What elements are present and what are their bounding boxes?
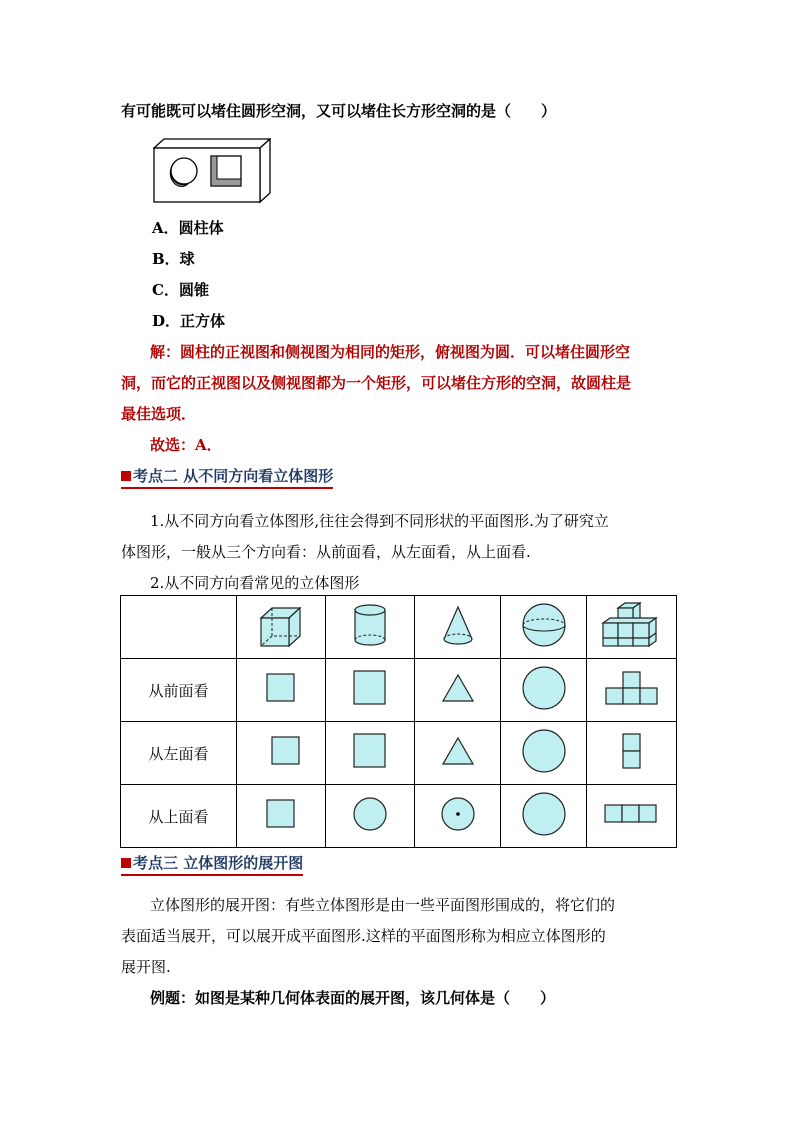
square-icon (353, 733, 387, 769)
cone-icon (440, 603, 476, 647)
solution-line-1: 解：圆柱的正视图和侧视图为相同的矩形，俯视图为圆．可以堵住圆形空 (150, 343, 631, 361)
section2-p1-line2: 体图形，一般从三个方向看：从前面看，从左面看，从上面看. (121, 543, 531, 561)
section2-title: 考点二 从不同方向看立体图形 (133, 467, 334, 485)
cell (237, 722, 326, 785)
cylinder-icon (350, 602, 390, 648)
box-with-holes-figure (153, 138, 271, 204)
cube-icon (256, 602, 306, 648)
circle-icon (521, 665, 567, 711)
option-c: C．圆锥 (152, 281, 209, 299)
cone-cell (415, 596, 501, 659)
solution-block (121, 337, 681, 461)
top-view-blocks-icon (604, 804, 660, 824)
circle-with-dot-icon (440, 796, 476, 832)
row-label-left: 从左面看 (121, 722, 237, 785)
section3-heading (121, 852, 303, 876)
left-view-blocks-icon (622, 733, 642, 769)
cell (237, 659, 326, 722)
cell (501, 785, 587, 848)
cell (415, 722, 501, 785)
solution-line-3: 最佳选项． (121, 405, 197, 423)
square-icon (261, 736, 301, 766)
circle-icon (521, 728, 567, 774)
circle-icon (521, 791, 567, 837)
cell (326, 659, 415, 722)
table-corner-cell (121, 596, 237, 659)
sphere-cell (501, 596, 587, 659)
block-stack-cell (587, 596, 677, 659)
row-label-top: 从上面看 (121, 785, 237, 848)
section3-p-line2: 表面适当展开，可以展开成平面图形.这样的平面图形称为相应立体图形的 (121, 927, 606, 945)
cell (415, 659, 501, 722)
table-row (121, 659, 677, 722)
section-marker-icon (121, 858, 131, 868)
table-row (121, 722, 677, 785)
option-a: A．圆柱体 (152, 219, 224, 237)
cell (415, 785, 501, 848)
section2-heading (121, 465, 333, 489)
section-marker-icon (121, 471, 131, 481)
triangle-icon (441, 673, 475, 703)
section2-p2: 2.从不同方向看常见的立体图形 (150, 574, 360, 592)
section3-p-line1: 立体图形的展开图：有些立体图形是由一些平面图形围成的，将它们的 (150, 896, 616, 914)
views-table (120, 595, 677, 848)
section2-paragraph (121, 506, 677, 599)
block-stack-icon (600, 602, 664, 648)
option-b: B．球 (152, 250, 195, 268)
cell (326, 785, 415, 848)
section3-paragraph (121, 890, 677, 1014)
cell (237, 785, 326, 848)
row-label-front: 从前面看 (121, 659, 237, 722)
cell (326, 722, 415, 785)
section3-title: 考点三 立体图形的展开图 (133, 854, 304, 872)
question-text: 有可能既可以堵住圆形空洞，又可以堵住长方形空洞的是（ ） (121, 102, 557, 120)
cube-cell (237, 596, 326, 659)
cell (501, 722, 587, 785)
table-header-row (121, 596, 677, 659)
triangle-icon (441, 736, 475, 766)
option-d: D．正方体 (152, 312, 226, 330)
cell (587, 659, 677, 722)
section3-p-line3: 展开图. (121, 958, 171, 976)
solution-line-2: 洞，而它的正视图以及侧视图都为一个矩形，可以堵住方形的空洞，故圆柱是 (121, 374, 632, 392)
circle-icon (352, 796, 388, 832)
cylinder-cell (326, 596, 415, 659)
square-icon (266, 673, 296, 703)
section3-example: 例题：如图是某种几何体表面的展开图，该几何体是（ ） (150, 989, 556, 1007)
front-view-blocks-icon (605, 671, 659, 705)
cell (587, 785, 677, 848)
section2-p1-line1: 1.从不同方向看立体图形,往往会得到不同形状的平面图形.为了研究立 (150, 512, 609, 530)
cell (587, 722, 677, 785)
solution-answer: 故选：A． (150, 436, 222, 454)
cell (501, 659, 587, 722)
sphere-icon (520, 601, 568, 649)
square-icon (353, 670, 387, 706)
table-row (121, 785, 677, 848)
square-icon (266, 799, 296, 829)
